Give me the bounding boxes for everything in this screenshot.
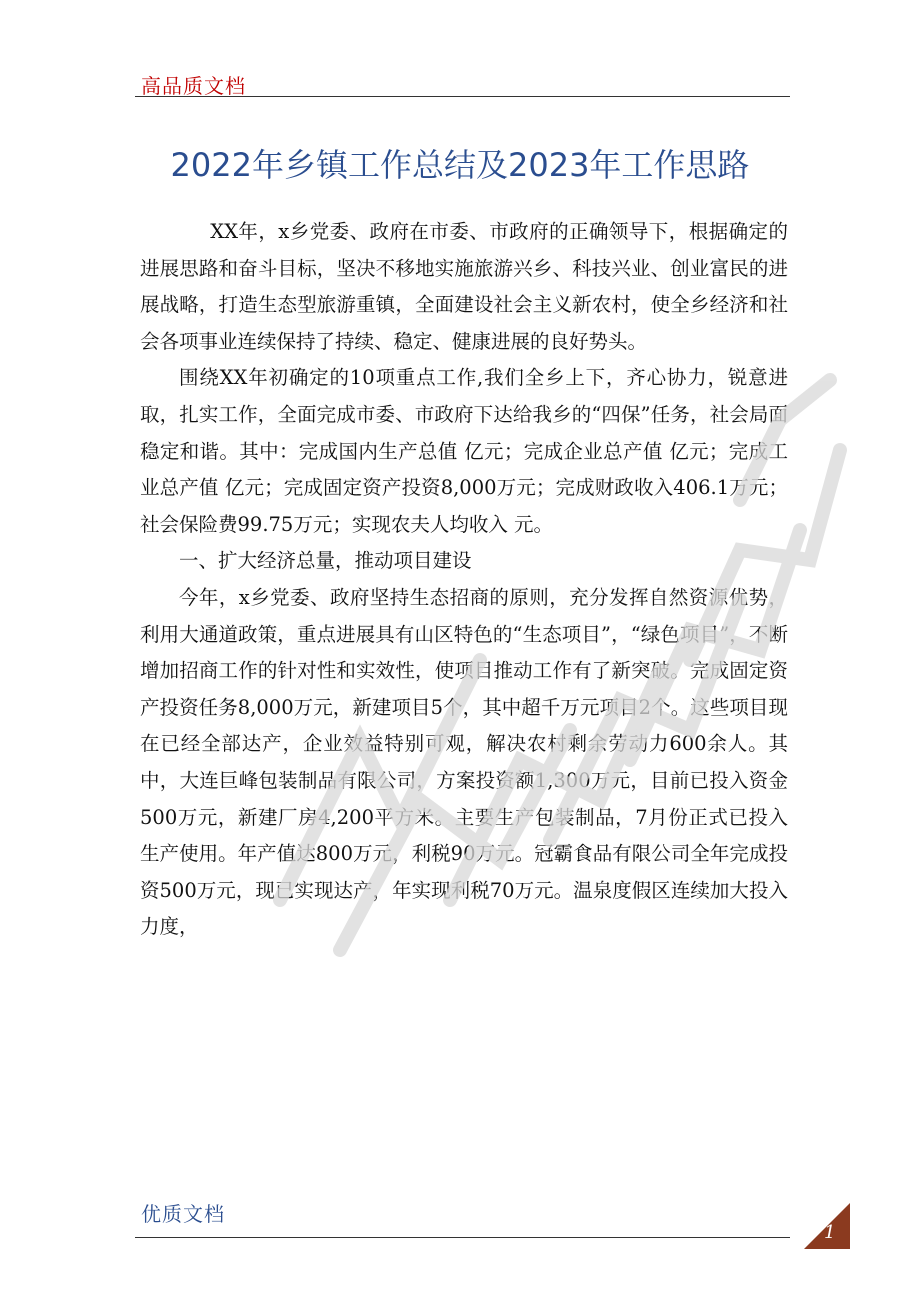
footer-divider [135,1237,790,1238]
paragraph-summary: 围绕XX年初确定的10项重点工作,我们全乡上下，齐心协力，锐意进取，扎实工作，全面完成市委、市政府下达给我乡的“四保”任务，社会局面稳定和谐。其中：完成国内生产总值 亿元；完成企业总产值 亿元；完成工业总产值 亿元；完成固定资产投资8,000万元；完成财政收入406.1万元；社会保险费99.75万元；实现农夫人均收入 元。 [140,366,788,536]
document-title: 2022年乡镇工作总结及2023年工作思路 [170,146,750,184]
header-label: 高品质文档 [141,74,246,98]
section-heading: 一、扩大经济总量，推动项目建设 [179,549,472,573]
footer-label: 优质文档 [141,1202,225,1226]
paragraph-projects: 今年，x乡党委、政府坚持生态招商的原则，充分发挥自然资源优势，利用大通道政策，重点进展具有山区特色的“生态项目”，“绿色项目”，不断增加招商工作的针对性和实效性，使项目推动工作有了新突破。完成固定资产投资任务8,000万元，新建项目5个，其中超千万元项目2个。这些项目现在已经全部达产，企业效益特别可观，解决农村剩余劳动力600余人。其中，大连巨峰包装制品有限公司，方案投资额1,300万元，目前已投入资金500万元，新建厂房4,200平方米。主要生产包装制品，7月份正式已投入生产使用。年产值达800万元，利税90万元。冠霸食品有限公司全年完成投资500万元，现已实现达产，年实现利税70万元。温泉度假区连续加大投入力度， [140,585,788,939]
document-body [140,214,788,946]
paragraph-intro: XX年，x乡党委、政府在市委、市政府的正确领导下，根据确定的进展思路和奋斗目标，坚决不移地实施旅游兴乡、科技兴业、创业富民的进展战略，打造生态型旅游重镇，全面建设社会主义新农村，使全乡经济和社会各项事业连续保持了持续、稳定、健康进展的良好势头。 [140,220,788,353]
header-divider [135,96,790,97]
page-number: 1 [824,1222,836,1243]
